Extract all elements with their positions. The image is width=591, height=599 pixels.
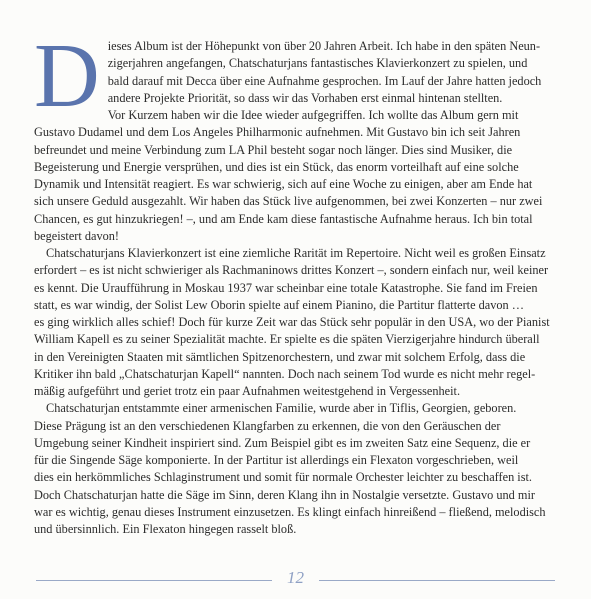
text-line: Chatschaturjan entstammte einer armenischen Familie, wurde aber in Tiflis, Georgien, geboren. <box>46 401 517 416</box>
text-line: es kennt. Die Uraufführung in Moskau 1937 war scheinbar eine totale Katastrophe. Sie fand im Freien <box>34 280 538 295</box>
text-line: und übersinnlich. Ein Flexaton hingegen rasselt bloß. <box>34 522 297 536</box>
text-line: befreundet und meine Verbindung zum LA Phil besteht sogar noch länger. Dies sind Musiker, die <box>34 142 513 157</box>
text-line: war es wichtig, genau dieses Instrument einzusetzen. Es klingt einfach hinreißend – fließend, melodisch <box>34 504 546 519</box>
text-line: Begeisterung und Energie versprühen, und dies ist ein Stück, das enorm vorteilhaft auf eine solche <box>34 159 519 174</box>
text-line: dies ein herkömmliches Schlaginstrument und somit für normale Orchester leichter zu beschaffen ist. <box>34 470 532 485</box>
paragraph-3 <box>34 245 554 400</box>
paragraph-4 <box>34 400 554 538</box>
body-text <box>34 25 554 538</box>
paragraph-2 <box>34 124 554 245</box>
page-number: 12 <box>287 568 304 587</box>
text-line: Chancen, es gut hinzukriegen! –, und am Ende kam diese fantastische Aufnahme heraus. Ich bin total <box>34 211 533 226</box>
text-line: Gustavo Dudamel und dem Los Angeles Philharmonic aufnehmen. Mit Gustavo bin ich seit Jahren <box>34 125 521 140</box>
text-line: begeistert davon! <box>34 228 120 243</box>
text-line: bald darauf mit Decca über eine Aufnahme gesprochen. Im Lauf der Jahre hatten jedoch <box>107 73 542 88</box>
text-line: andere Projekte Priorität, so dass wir das Vorhaben erst einmal hintenan stellten. <box>107 90 503 105</box>
text-line: für die Singende Säge komponierte. In der Partitur ist allerdings ein Flexaton vorgeschrieben, weil <box>34 453 519 467</box>
text-line: Doch Chatschaturjan hatte die Säge im Sinn, deren Klang ihn in Nostalgie versetzte. Gustavo und mir <box>34 487 535 502</box>
text-line: Diese Prägung ist an den verschiedenen Klangfarben zu erkennen, die von den Geräuschen der <box>34 418 501 433</box>
text-line: ieses Album ist der Höhepunkt von über 20 Jahren Arbeit. Ich habe in den späten Neun- <box>107 39 541 53</box>
text-line: William Kapell es zu seiner Spezialität machte. Er spielte es die späten Vierzigerjahre hindurch überall <box>34 332 540 347</box>
text-line: Chatschaturjans Klavierkonzert ist eine ziemliche Rarität im Repertoire. Nicht weil es großen Einsatz <box>46 246 546 260</box>
text-line: statt, es war windig, der Solist Lew Oborin spielte auf einem Pianino, die Partitur flatterte davon … <box>34 297 525 312</box>
text-line: es ging wirklich alles schief! Doch für kurze Zeit war das Stück sehr populär in den USA, wo der Pianist <box>34 315 550 329</box>
footer-rule-right <box>319 580 555 581</box>
text-line: in den Vereinigten Staaten mit sämtlichen Spitzenorchestern, und zwar mit solchem Erfolg, dass die <box>34 349 526 364</box>
text-line: Kritiker ihn bald „Chatschaturjan Kapell“ nannten. Doch nach seinem Tod wurde es nicht mehr regel- <box>34 366 536 381</box>
text-line: Vor Kurzem haben wir die Idee wieder aufgegriffen. Ich wollte das Album gern mit <box>107 108 519 122</box>
text-line: erfordert – es ist nicht schwieriger als Rachmaninows drittes Konzert –, sondern einfach nur, weil keiner <box>34 263 549 278</box>
text-line: Dynamik und Intensität reagiert. Es war schwierig, sich auf eine Woche zu einigen, aber am Ende hat <box>34 177 533 191</box>
text-line: zigerjahren angefangen, Chatschaturjans fantastisches Klavierkonzert zu spielen, und <box>107 56 528 71</box>
text-line: mäßig aufgeführt und geriet trotz ein paar Aufnahmen weitestgehend in Vergessenheit. <box>34 384 461 398</box>
text-line: Umgebung seiner Kindheit inspiriert sind. Zum Beispiel gibt es im zweiten Satz eine Sequenz, die er <box>34 435 531 450</box>
text-line: sich unsere Geduld ausgezahlt. Wir haben das Stück live aufgenommen, bei zwei Konzerten – nur zwei <box>34 194 543 209</box>
page-footer <box>36 566 555 590</box>
paragraph-1 <box>34 25 554 126</box>
drop-cap: D <box>34 25 100 126</box>
